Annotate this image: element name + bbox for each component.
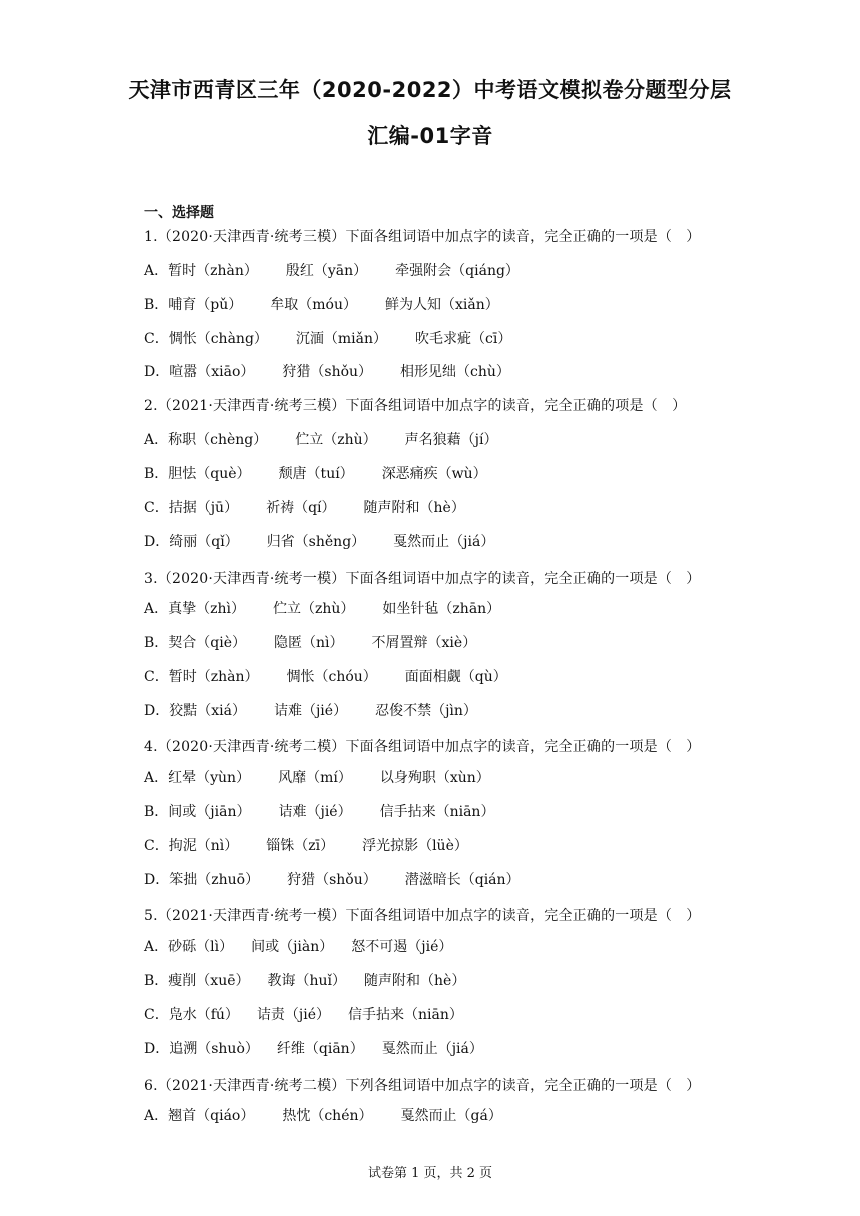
- option-item: 称职（chèng）: [168, 432, 268, 448]
- option-row: [144, 668, 507, 686]
- option-item: 浮光掠影（lüè）: [362, 838, 468, 854]
- option-label: A．: [144, 939, 169, 955]
- option-item: 潜滋暗长（qián）: [404, 872, 520, 888]
- option-item: 殷红（yān）: [285, 263, 368, 279]
- option-row: [144, 938, 452, 956]
- option-item: 归省（shěng）: [266, 534, 366, 550]
- option-label: C．: [144, 838, 169, 854]
- option-item: 祈祷（qí）: [266, 500, 336, 516]
- option-label: C．: [144, 1007, 169, 1023]
- option-label: D．: [144, 534, 170, 550]
- option-label: A．: [144, 263, 169, 279]
- option-item: 间或（jiàn）: [251, 939, 334, 955]
- option-row: [144, 600, 500, 618]
- option-item: 契合（qiè）: [168, 635, 247, 651]
- option-row: [144, 1040, 483, 1058]
- option-item: 风靡（mí）: [278, 770, 352, 786]
- section-heading: 一、选择题: [144, 205, 214, 221]
- option-row: [144, 465, 487, 483]
- option-item: 红晕（yùn）: [168, 770, 251, 786]
- option-item: 拮据（jū）: [168, 500, 239, 516]
- option-item: 戛然而止（gá）: [400, 1108, 502, 1124]
- option-item: 哺育（pǔ）: [168, 297, 243, 313]
- option-item: 砂砾（lì）: [168, 939, 234, 955]
- option-label: B．: [144, 466, 169, 482]
- option-item: 暂时（zhàn）: [168, 263, 258, 279]
- option-item: 间或（jiān）: [168, 804, 251, 820]
- option-row: [144, 533, 494, 551]
- doc-title-line1: 天津市西青区三年（2020-2022）中考语文模拟卷分题型分层: [128, 78, 732, 102]
- question-stem: 1.（2020·天津西青·统考三模）下面各组词语中加点字的读音，完全正确的一项是（ ）: [144, 229, 701, 245]
- option-item: 追溯（shuò）: [169, 1041, 259, 1057]
- option-item: 翘首（qiáo）: [168, 1108, 255, 1124]
- option-item: 相形见绌（chù）: [400, 364, 510, 380]
- option-item: 以身殉职（xùn）: [379, 770, 490, 786]
- option-row: [144, 330, 511, 348]
- option-item: 纤维（qiān）: [276, 1041, 364, 1057]
- option-item: 狡黠（xiá）: [169, 703, 246, 719]
- question-stem: 2.（2021·天津西青·统考三模）下面各组词语中加点字的读音，完全正确的项是（ ）: [144, 398, 687, 414]
- option-row: [144, 769, 490, 787]
- option-row: [144, 837, 468, 855]
- option-label: D．: [144, 364, 170, 380]
- option-label: A．: [144, 601, 169, 617]
- option-label: D．: [144, 872, 170, 888]
- option-label: B．: [144, 804, 169, 820]
- option-item: 热忱（chén）: [282, 1108, 373, 1124]
- option-item: 瘦削（xuē）: [168, 973, 250, 989]
- option-item: 狩猎（shǒu）: [282, 364, 373, 380]
- question-stem: 3.（2020·天津西青·统考一模）下面各组词语中加点字的读音，完全正确的一项是（ ）: [144, 571, 701, 587]
- question-stem: 5.（2021·天津西青·统考一模）下面各组词语中加点字的读音，完全正确的一项是（ ）: [144, 908, 701, 924]
- option-item: 诘责（jié）: [256, 1007, 331, 1023]
- option-item: 惆怅（chóu）: [286, 669, 377, 685]
- option-label: B．: [144, 635, 169, 651]
- option-label: C．: [144, 669, 169, 685]
- option-row: [144, 296, 499, 314]
- option-item: 教诲（huǐ）: [267, 973, 347, 989]
- option-item: 隐匿（nì）: [274, 635, 344, 651]
- option-item: 戛然而止（jiá）: [381, 1041, 483, 1057]
- option-item: 戛然而止（jiá）: [393, 534, 495, 550]
- option-item: 惆怅（chàng）: [168, 331, 268, 347]
- page-footer: 试卷第 1 页，共 2 页: [367, 1166, 493, 1181]
- option-item: 拘泥（nì）: [168, 838, 239, 854]
- option-label: B．: [144, 297, 169, 313]
- doc-title-line2: 汇编-01字音: [367, 124, 493, 148]
- option-label: A．: [144, 1108, 169, 1124]
- option-row: [144, 262, 519, 280]
- option-item: 伫立（zhù）: [295, 432, 377, 448]
- option-item: 深恶痛疾（wù）: [381, 466, 487, 482]
- option-item: 沉湎（miǎn）: [295, 331, 388, 347]
- option-label: A．: [144, 432, 169, 448]
- option-item: 真挚（zhì）: [168, 601, 245, 617]
- option-label: B．: [144, 973, 169, 989]
- option-item: 胆怯（què）: [168, 466, 251, 482]
- option-row: [144, 634, 476, 652]
- option-row: [144, 803, 494, 821]
- option-item: 如坐针毡（zhān）: [382, 601, 501, 617]
- option-row: [144, 363, 510, 381]
- option-item: 颓唐（tuí）: [278, 466, 354, 482]
- option-item: 随声附和（hè）: [363, 500, 465, 516]
- option-item: 诘难（jié）: [278, 804, 352, 820]
- option-item: 面面相觑（qù）: [404, 669, 507, 685]
- option-row: [144, 431, 498, 449]
- option-item: 凫水（fú）: [168, 1007, 239, 1023]
- option-item: 声名狼藉（jí）: [404, 432, 498, 448]
- question-stem: 4.（2020·天津西青·统考二模）下面各组词语中加点字的读音，完全正确的一项是（ ）: [144, 739, 701, 755]
- option-item: 吹毛求疵（cī）: [415, 331, 512, 347]
- option-label: C．: [144, 331, 169, 347]
- option-item: 牟取（móu）: [270, 297, 358, 313]
- question-stem: 6.（2021·天津西青·统考二模）下列各组词语中加点字的读音，完全正确的一项是（ ）: [144, 1078, 701, 1094]
- option-item: 诘难（jié）: [273, 703, 348, 719]
- option-item: 牵强附会（qiáng）: [395, 263, 519, 279]
- option-item: 不屑置辩（xiè）: [371, 635, 477, 651]
- option-item: 喧嚣（xiāo）: [169, 364, 255, 380]
- option-item: 暂时（zhàn）: [168, 669, 259, 685]
- option-item: 伫立（zhù）: [273, 601, 355, 617]
- option-row: [144, 1006, 463, 1024]
- option-item: 绮丽（qǐ）: [169, 534, 239, 550]
- option-label: C．: [144, 500, 169, 516]
- option-row: [144, 871, 520, 889]
- option-item: 鲜为人知（xiǎn）: [385, 297, 499, 313]
- option-row: [144, 499, 465, 517]
- option-item: 忍俊不禁（jìn）: [375, 703, 477, 719]
- option-row: [144, 702, 477, 720]
- option-item: 狩猎（shǒu）: [287, 872, 377, 888]
- option-item: 怒不可遏（jié）: [351, 939, 453, 955]
- option-item: 笨拙（zhuō）: [169, 872, 260, 888]
- option-item: 锱铢（zī）: [266, 838, 335, 854]
- option-item: 随声附和（hè）: [364, 973, 466, 989]
- option-row: [144, 1107, 502, 1125]
- option-label: D．: [144, 703, 170, 719]
- option-label: D．: [144, 1041, 170, 1057]
- option-item: 信手拈来（niān）: [348, 1007, 463, 1023]
- option-item: 信手拈来（niān）: [379, 804, 495, 820]
- option-row: [144, 972, 465, 990]
- option-label: A．: [144, 770, 169, 786]
